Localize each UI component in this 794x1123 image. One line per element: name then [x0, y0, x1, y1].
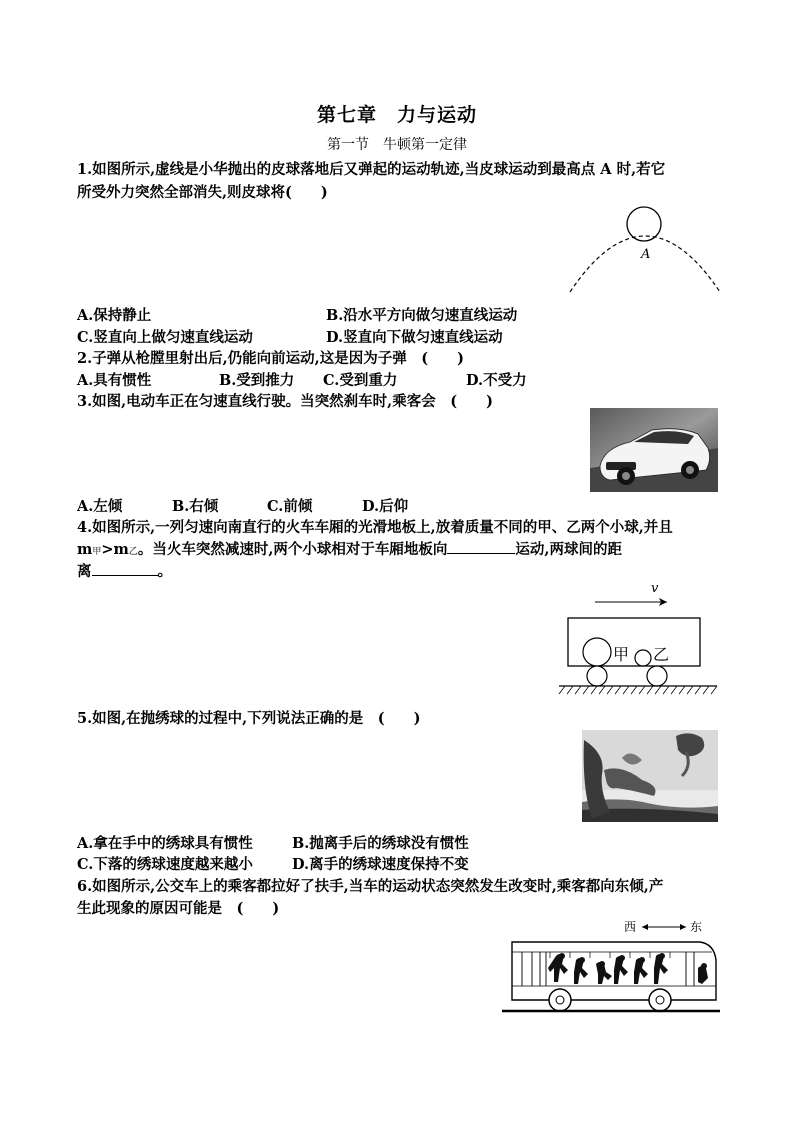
train-figure: [555, 576, 725, 698]
q4-text-c: 离: [77, 563, 92, 580]
q4-sub-jia: 甲: [92, 547, 102, 557]
q2-option-a[interactable]: A.具有惯性: [77, 372, 152, 389]
q2-option-d[interactable]: D.不受力: [466, 372, 527, 389]
q5-option-c[interactable]: C.下落的绣球速度越来越小: [77, 856, 253, 873]
q6-stem-line1: 6.如图所示,公交车上的乘客都拉好了扶手,当车的运动状态突然发生改变时,乘客都向东倾,产: [77, 878, 664, 895]
q4-mass-m1: m: [77, 541, 93, 558]
q3-stem: 3.如图,电动车正在匀速直线行驶。当突然刹车时,乘客会 ( ): [77, 393, 493, 410]
embroidered-ball-photo: [582, 730, 718, 822]
q1-point-a-label: A: [641, 247, 651, 262]
q2-option-c[interactable]: C.受到重力: [323, 372, 398, 389]
q1-trajectory-figure: [560, 200, 730, 300]
q1-stem-line2: 所受外力突然全部消失,则皮球将( ): [77, 184, 328, 201]
ball-yi-label: 乙: [653, 645, 670, 664]
q4-text-b: 运动,两球间的距: [515, 541, 622, 558]
q4-stem-line1: 4.如图所示,一列匀速向南直行的火车车厢的光滑地板上,放着质量不同的甲、乙两个小球,并且: [77, 519, 673, 536]
q2-option-b[interactable]: B.受到推力: [219, 372, 295, 389]
q3-option-a[interactable]: A.左倾: [77, 498, 123, 515]
velocity-label: v: [651, 581, 659, 596]
q3-option-c[interactable]: C.前倾: [267, 498, 313, 515]
q4-stem-line2: [77, 538, 622, 559]
q4-text-a: 。当火车突然减速时,两个小球相对于车厢地板向: [137, 541, 448, 558]
q1-option-b[interactable]: B.沿水平方向做匀速直线运动: [326, 307, 518, 324]
q3-option-d[interactable]: D.后仰: [362, 498, 409, 515]
q4-blank-distance[interactable]: [92, 563, 158, 576]
q5-option-a[interactable]: A.拿在手中的绣球具有惯性: [77, 835, 253, 852]
q5-stem: 5.如图,在抛绣球的过程中,下列说法正确的是 ( ): [77, 710, 421, 727]
q3-option-b[interactable]: B.右倾: [172, 498, 219, 515]
q4-sub-yi: 乙: [128, 547, 138, 557]
section-title: 第一节 牛顿第一定律: [327, 137, 467, 153]
q2-stem: 2.子弹从枪膛里射出后,仍能向前运动,这是因为子弹 ( ): [77, 350, 464, 367]
q5-option-b[interactable]: B.抛离手后的绣球没有惯性: [292, 835, 469, 852]
q1-option-a[interactable]: A.保持静止: [77, 307, 152, 324]
q5-option-d[interactable]: D.离手的绣球速度保持不变: [292, 856, 469, 873]
car-photo: [590, 408, 718, 492]
q4-text-d: 。: [157, 563, 172, 580]
q4-stem-line3: [77, 560, 172, 581]
q1-option-c[interactable]: C.竖直向上做匀速直线运动: [77, 329, 253, 346]
q4-mass-m2: >m: [101, 541, 129, 558]
ball-jia-label: 甲: [613, 645, 630, 664]
east-label: 东: [690, 920, 703, 934]
chapter-title: 第七章 力与运动: [316, 104, 477, 126]
bus-figure: [500, 912, 722, 1016]
q4-blank-direction[interactable]: [447, 541, 515, 554]
q6-stem-line2: 生此现象的原因可能是 ( ): [77, 900, 280, 917]
q1-option-d[interactable]: D.竖直向下做匀速直线运动: [326, 329, 503, 346]
q1-stem-line1: 1.如图所示,虚线是小华抛出的皮球落地后又弹起的运动轨迹,当皮球运动到最高点 A 时,若它: [77, 161, 666, 178]
west-label: 西: [624, 920, 637, 934]
